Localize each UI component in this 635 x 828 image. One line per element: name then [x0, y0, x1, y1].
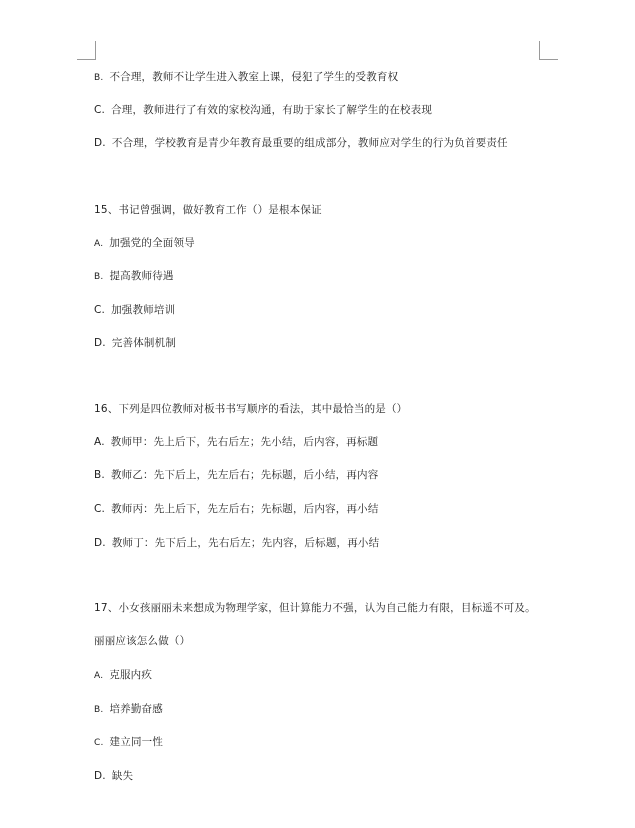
question-number: 15、 — [94, 204, 119, 216]
option-label: B. — [94, 469, 105, 481]
option-text: 加强教师培训 — [111, 304, 176, 316]
option-label: B. — [94, 73, 104, 83]
option-c-q17 — [94, 735, 163, 750]
option-label: B. — [94, 705, 104, 715]
question-number: 17、 — [94, 602, 119, 614]
option-b-q14 — [94, 70, 398, 85]
option-label: D. — [94, 537, 106, 549]
option-text: 教师甲：先上后下，先右后左；先小结，后内容，再标题 — [110, 436, 379, 448]
option-text: 缺失 — [111, 770, 134, 782]
option-label: C. — [94, 304, 106, 316]
question-text: 小女孩丽丽未来想成为物理学家，但计算能力不强，认为自己能力有限，目标遥不可及。 — [118, 602, 536, 614]
option-a-q16 — [94, 435, 378, 449]
option-b-q16 — [94, 468, 378, 482]
question-text: 下列是四位教师对板书书写顺序的看法，其中最恰当的是（） — [118, 403, 408, 415]
question-text: 书记曾强调，做好教育工作（）是根本保证 — [118, 204, 322, 216]
option-label: C. — [94, 738, 104, 748]
question-16 — [94, 402, 407, 416]
option-text: 不合理，教师不让学生进入教室上课，侵犯了学生的受教育权 — [109, 71, 399, 83]
option-d-q16 — [94, 536, 379, 550]
option-text: 培养勤奋感 — [109, 703, 163, 715]
option-text: 提高教师待遇 — [109, 270, 174, 282]
option-label: D. — [94, 337, 106, 349]
option-text: 教师乙：先下后上，先左后右；先标题，后小结，再内容 — [110, 469, 379, 481]
option-label: B. — [94, 272, 104, 282]
crop-mark-top-right — [539, 41, 558, 60]
option-a-q17 — [94, 668, 152, 683]
crop-mark-top-left — [77, 41, 96, 60]
option-b-q17 — [94, 702, 163, 717]
question-text: 丽丽应该怎么做（） — [94, 635, 191, 647]
option-text: 完善体制机制 — [111, 337, 177, 349]
option-text: 教师丁：先下后上，先右后左；先内容，后标题，再小结 — [111, 537, 380, 549]
option-b-q15 — [94, 269, 174, 284]
option-c-q16 — [94, 502, 379, 516]
option-label: C. — [94, 104, 106, 116]
option-text: 不合理，学校教育是青少年教育最重要的组成部分，教师应对学生的行为负首要责任 — [111, 137, 508, 149]
question-15 — [94, 203, 322, 217]
option-d-q14 — [94, 136, 508, 150]
option-text: 合理，教师进行了有效的家校沟通，有助于家长了解学生的在校表现 — [111, 104, 433, 116]
option-c-q15 — [94, 303, 175, 317]
option-text: 克服内疚 — [109, 669, 153, 681]
question-17 — [94, 601, 536, 615]
option-label: D. — [94, 137, 106, 149]
option-a-q15 — [94, 236, 195, 251]
option-label: A. — [94, 239, 104, 249]
option-label: C. — [94, 503, 106, 515]
option-text: 建立同一性 — [109, 736, 164, 748]
question-number: 16、 — [94, 403, 119, 415]
option-label: A. — [94, 671, 104, 681]
option-c-q14 — [94, 103, 432, 117]
option-d-q15 — [94, 336, 176, 350]
option-text: 加强党的全面领导 — [109, 237, 195, 249]
question-17-continuation — [94, 634, 190, 648]
option-label: A. — [94, 436, 105, 448]
option-text: 教师丙：先上后下，先左后右；先标题，后内容，再小结 — [111, 503, 379, 515]
option-label: D. — [94, 770, 106, 782]
option-d-q17 — [94, 769, 133, 783]
